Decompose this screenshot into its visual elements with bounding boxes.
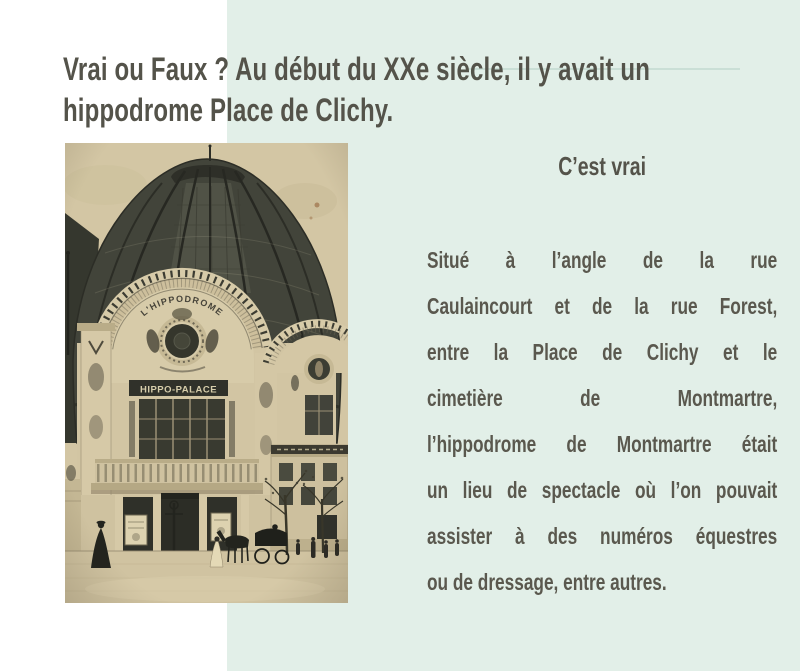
answer-text: C’est vrai (558, 151, 647, 181)
hippodrome-postcard-illustration (65, 143, 348, 603)
paragraph-line: cimetière de Montmartre, (427, 385, 778, 411)
postcard-photo (65, 143, 348, 603)
paragraph-line: assister à des numéros équestres (427, 523, 778, 549)
paragraph-line: ou de dressage, entre autres. (427, 569, 667, 595)
photo-vignette (65, 143, 348, 603)
paragraph-line: Caulaincourt et de la rue Forest, (427, 293, 778, 319)
explanation-paragraph (427, 237, 777, 605)
question-title (63, 49, 800, 131)
paragraph-line: Situé à l’angle de la rue (427, 247, 778, 273)
paragraph-line: l’hippodrome de Montmartre était (427, 431, 778, 457)
question-title-line-1: Vrai ou Faux ? Au début du XXe siècle, il y avait un (63, 51, 651, 87)
paragraph-line: un lieu de spectacle où l’on pouvait (427, 477, 778, 503)
question-title-line-2: hippodrome Place de Clichy. (63, 92, 394, 128)
paragraph-line: entre la Place de Clichy et le (427, 339, 778, 365)
